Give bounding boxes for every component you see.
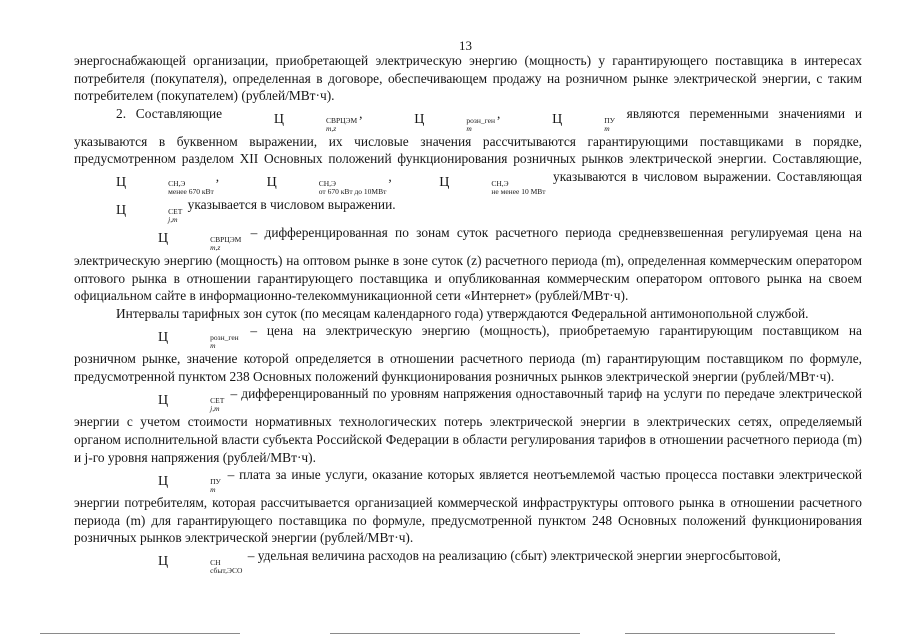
formula-symbol: Ц розн_ген m xyxy=(158,329,239,351)
formula-symbol: Ц СН,Э менее 670 кВт xyxy=(116,175,214,196)
document-body xyxy=(74,52,862,575)
paragraph: Ц СВРЦЭМ m,z – дифференцированная по зонам суток расчетного периода средневзвешенная регулируемая цена на электрическую энергию (мощность) на оптовом рынке в зоне суток (z) расчетного периода (m), определенная коммерческим оператором оптового рынка в отношении гарантирующего поставщика и опубликованная коммерческим оператором оптового рынка на своем официальном сайте в информационно-телекоммуникационной сети «Интернет» (рублей/МВт·ч). xyxy=(74,224,862,304)
formula-symbol: Ц СН,Э не менее 10 МВт xyxy=(439,175,546,196)
formula-symbol: Ц СН,Э от 670 кВт до 10МВт xyxy=(266,175,387,196)
footer-rule xyxy=(625,633,835,634)
formula-symbol: Ц СЕТ j,m xyxy=(158,392,225,414)
paragraph: 2. Составляющие Ц СВРЦЭМ m,z , Ц розн_ген m , Ц ПУ m являются переменными значениями и указываются в буквенном выражении, их числовые значения рассчитываются гарантирующими поставщиками в порядке, предусмотренном разделом XII Основных положений функционирования розничных рынков электрической энергии. Составляющие, Ц СН,Э менее 670 кВт , Ц СН,Э от 670 кВт до 10МВт , Ц СН,Э не менее 10 МВт указываются в числовом выражении. Составляющая Ц СЕТ j,m указывается в числовом выражении. xyxy=(74,105,863,224)
page-number: 13 xyxy=(459,38,472,53)
formula-symbol: Ц СН сбыт,ЭСО xyxy=(158,554,243,575)
paragraph: Ц СЕТ j,m – дифференцированный по уровням напряжения одноставочный тариф на услуги по передаче электрической энергии с учетом стоимости нормативных технологических потерь электрической энергии в электрических сетях, определяемый органом исполнительной власти субъекта Российской Федерации в области регулирования тарифов в отношении расчетного периода (m) и j-го уровня напряжения (рублей/МВт·ч). xyxy=(74,386,862,465)
paragraph: Интервалы тарифных зон суток (по месяцам календарного года) утверждаются Федеральной антимонопольной службой. xyxy=(116,305,809,321)
footer-rule xyxy=(330,633,580,634)
paragraph: Ц розн_ген m – цена на электрическую энергию (мощность), приобретаемую гарантирующим поставщиком на розничном рынке, значение которой определяется в отношении расчетного периода (m) гарантирующим поставщиком по формуле, предусмотренной пунктом 238 Основных положений функционирования розничных рынков электрической энергии (рублей/МВт·ч). xyxy=(74,323,862,384)
formula-symbol: Ц СЕТ j,m xyxy=(116,203,183,224)
formula-symbol: Ц ПУ m xyxy=(158,473,221,495)
formula-symbol: Ц СВРЦЭМ m,z xyxy=(273,112,358,133)
formula-symbol: Ц розн_ген m xyxy=(414,112,495,133)
paragraph: Ц ПУ m – плата за иные услуги, оказание которых является неотъемлемой частью процесса поставки электрической энергии потребителям, которая рассчитывается организацией коммерческой инфраструктуры оптового рынка в отношении расчетного периода (m) для гарантирующего поставщика по формуле, предусмотренной пунктом 248 Основных положений функционирования розничных рынков электрической энергии (рублей/МВт·ч). xyxy=(74,467,862,546)
paragraph: Ц СН сбыт,ЭСО – удельная величина расходов на реализацию (сбыт) электрической энергии энергосбытовой, xyxy=(74,547,862,575)
formula-symbol: Ц СВРЦЭМ m,z xyxy=(158,231,242,252)
paragraph: энергоснабжающей организации, приобретающей электрическую энергию (мощность) у гарантирующего поставщика в интересах потребителя (покупателя), определенная в договоре, обеспечивающем продажу на розничном рынке электрической энергии, с таким потребителем (покупателем) (рублей/МВт·ч). xyxy=(74,53,862,104)
footer-rule xyxy=(40,633,240,634)
formula-symbol: Ц ПУ m xyxy=(552,112,615,133)
